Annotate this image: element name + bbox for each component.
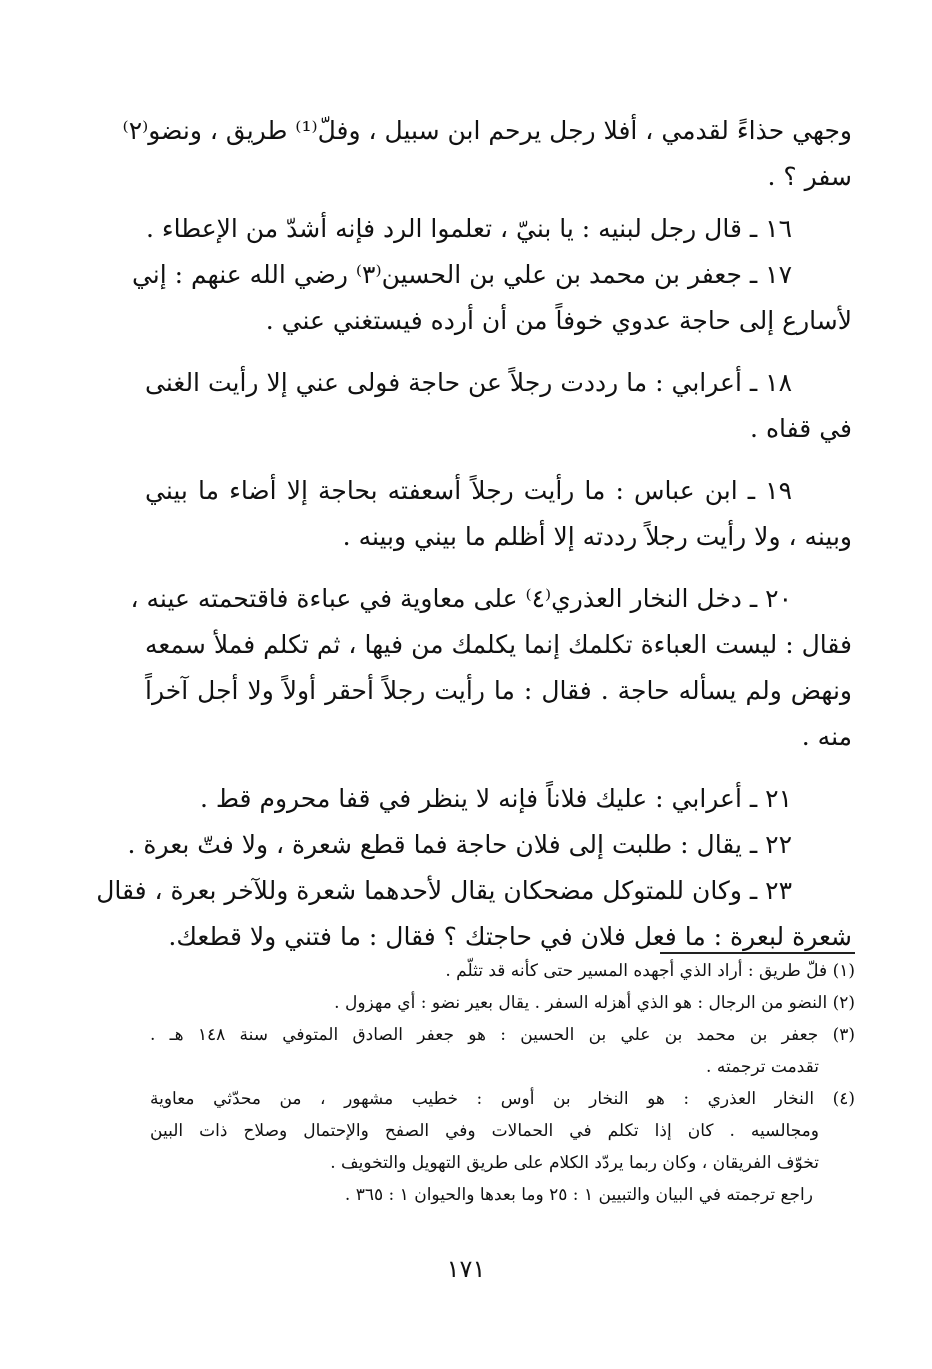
footnote-4-line-2: ومجالسيه . كان إذا تكلم في الحمالات وفي الصفح والإحتمال وصلاح ذات البين — [150, 1121, 819, 1141]
paragraph-20-line-3: ونهض ولم يسأله حاجة . فقال : ما رأيت رجلاً أحقر أولاً ولا أجل آخراً — [145, 676, 852, 705]
paragraph-17-line-2: لأسارع إلى حاجة عدوي خوفاً من أن أرده فيستغني عني . — [265, 306, 852, 335]
page-number: ١٧١ — [446, 1255, 486, 1283]
footnote-separator — [660, 952, 855, 954]
paragraph-gap — [145, 452, 852, 468]
paragraph-gap — [145, 344, 852, 360]
paragraph-19-line-1: ١٩ ـ ابن عباس : ما رأيت رجلاً أسعفته بحاجة إلا أضاء ما بيني — [145, 476, 792, 505]
footnote-3-line-1: (٣) جعفر بن محمد بن علي بن الحسين : هو جعفر الصادق المتوفي سنة ١٤٨ هـ . — [150, 1025, 855, 1045]
paragraph-21: ٢١ ـ أعرابي : عليك فلاناً فإنه لا ينظر في قفا محروم قط . — [199, 784, 792, 813]
main-text-body — [96, 206, 852, 960]
paragraph-22: ٢٢ ـ يقال : طلبت إلى فلان حاجة فما قطع شعرة ، ولا فتّ بعرة . — [127, 830, 792, 859]
paragraph-20-line-4: منه . — [801, 722, 852, 751]
paragraph-18-line-2: في قفاه . — [750, 414, 852, 443]
paragraph-17-line-1: ١٧ ـ جعفر بن محمد بن علي بن الحسين⁽٣⁾ رضي الله عنهم : إني — [131, 260, 792, 289]
paragraph-23-line-1: ٢٣ ـ وكان للمتوكل مضحكان يقال لأحدهما شعرة وللآخر بعرة ، فقال — [96, 876, 792, 905]
footnote-4-line-1: (٤) النخار العذري : هو النخار بن أوس : خطيب مشهور ، من محدّثي معاوية — [150, 1089, 855, 1109]
paragraph-gap — [145, 760, 852, 776]
footnote-4-line-4: راجع ترجمته في البيان والتبيين ١ : ٢٥ وما بعدها والحيوان ١ : ٣٦٥ . — [344, 1185, 813, 1205]
paragraph-20-line-1: ٢٠ ـ دخل النخار العذري⁽٤⁾ على معاوية في عباءة فاقتحمته عينه ، — [130, 584, 792, 613]
paragraph-19-line-2: وبينه ، ولا رأيت رجلاً رددته إلا أظلم ما بيني وبينه . — [342, 522, 852, 551]
footnote-4-line-3: تخوّف الفريقان ، وكان ربما يردّد الكلام على طريق التهويل والتخويف . — [330, 1153, 819, 1173]
paragraph-23-line-2: شعرة لبعرة : ما فعل فلان في حاجتك ؟ فقال : ما فتني ولا قطعك. — [168, 922, 852, 951]
paragraph-20-line-2: فقال : ليست العباءة تكلمك إنما يكلمك من فيها ، ثم تكلم فملأ سمعه — [145, 630, 852, 659]
paragraph-gap — [145, 560, 852, 576]
paragraph-16: ١٦ ـ قال رجل لبنيه : يا بنيّ ، تعلموا الرد فإنه أشدّ من الإعطاء . — [145, 214, 792, 243]
text-line: وجهي حذاءً لقدمي ، أفلا رجل يرحم ابن سبيل ، وفلّ⁽¹⁾ طريق ، ونضو⁽٢⁾ — [122, 116, 852, 145]
main-text-top — [122, 108, 852, 200]
footnote-2: (٢) النضو من الرجال : هو الذي أهزله السفر . يقال بعير نضو : أي مهزول . — [334, 993, 855, 1013]
paragraph-18-line-1: ١٨ ـ أعرابي : ما رددت رجلاً عن حاجة فولى عني إلا رأيت الغنى — [145, 368, 792, 397]
footnotes — [150, 955, 855, 1211]
footnote-1: (١) فلّ طريق : أراد الذي أجهده المسير حتى كأنه قد تثلّم . — [445, 961, 855, 981]
text-line: سفر ؟ . — [767, 162, 852, 191]
footnote-3-line-2: تقدمت ترجمته . — [706, 1057, 819, 1077]
